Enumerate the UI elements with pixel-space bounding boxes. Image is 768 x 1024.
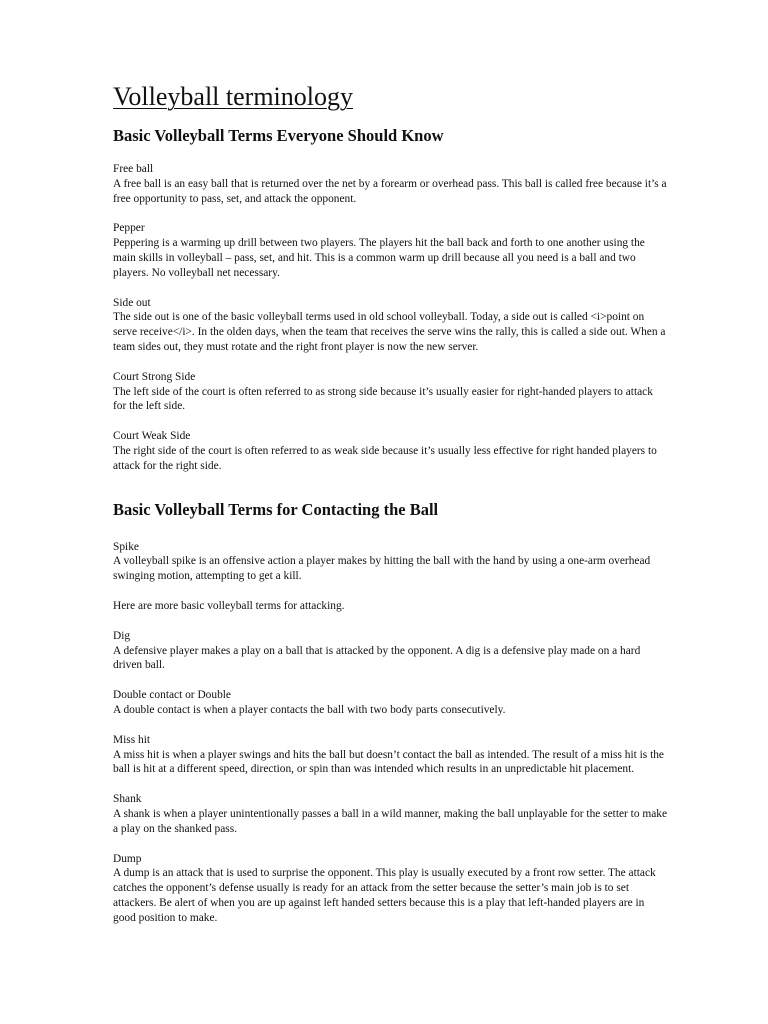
term-definition: A defensive player makes a play on a ball that is attacked by the opponent. A dig is a defensive play made on a hard driven ball. [113,644,641,672]
term-name: Dig [113,629,131,642]
document-title: Volleyball terminology [113,82,353,111]
term-dump [113,852,668,926]
term-miss-hit [113,733,668,777]
term-dig [113,629,668,673]
term-name: Shank [113,793,142,806]
term-definition: A double contact is when a player contacts the ball with two body parts consecutively. [113,703,506,716]
term-name: Court Strong Side [113,370,196,383]
section-heading: Basic Volleyball Terms for Contacting the Ball [113,499,439,519]
intro-note: Here are more basic volleyball terms for attacking. [113,599,345,612]
term-name: Double contact or Double [113,689,231,702]
term-free-ball [113,162,668,206]
term-name: Pepper [113,222,145,235]
term-name: Free ball [113,163,154,175]
term-definition: A free ball is an easy ball that is returned over the net by a forearm or overhead pass. This ball is called free because it’s a free opportunity to pass, set, and attack the opponent. [113,177,667,205]
term-name: Side out [113,296,151,309]
term-definition: Peppering is a warming up drill between two players. The players hit the ball back and forth to one another using the main skills in volleyball – pass, set, and hit. This is a common warm up drill because all you need is a ball and two players. No volleyball net necessary. [113,237,645,279]
term-court-strong-side [113,370,668,414]
section-heading: Basic Volleyball Terms Everyone Should Know [113,126,444,145]
term-definition: A dump is an attack that is used to surprise the opponent. This play is usually executed by a front row setter. The attack catches the opponent’s defense usually is ready for an attack from the setter because the setter’s main job is to set attackers. Be alert of when you are up against left handed setters because this is a play that left-handed players are in good position to make. [113,867,656,924]
term-shank [113,792,668,836]
term-court-weak-side [113,429,668,473]
term-definition: A miss hit is when a player swings and hits the ball but doesn’t contact the ball as intended. The result of a miss hit is the ball is hit at a different speed, direction, or spin than was intended which results in an unpredictable hit placement. [113,748,664,776]
term-definition: The right side of the court is often referred to as weak side because it’s usually less effective for right handed players to attack for the right side. [113,444,657,472]
term-side-out [113,296,668,355]
term-spike [113,540,668,584]
term-name: Dump [113,852,142,865]
term-definition: A volleyball spike is an offensive action a player makes by hitting the ball with the hand by using a one-arm overhead swinging motion, attempting to get a kill. [113,555,651,583]
term-definition: The side out is one of the basic volleyball terms used in old school volleyball. Today, a side out is called <i>point on serve receive</i>. In the olden days, when the team that receives the serve wins the rally, this is called a side out. When a team sides out, they must rotate and the right front player is now the new server. [113,311,666,353]
term-name: Court Weak Side [113,430,191,443]
term-pepper [113,221,668,280]
term-name: Miss hit [113,733,151,746]
term-double-contact [113,688,668,718]
term-definition: A shank is when a player unintentionally passes a ball in a wild manner, making the ball unplayable for the setter to make a play on the shanked pass. [113,807,668,835]
term-definition: The left side of the court is often referred to as strong side because it’s usually easier for right-handed players to attack for the left side. [113,385,653,413]
term-name: Spike [113,540,139,553]
